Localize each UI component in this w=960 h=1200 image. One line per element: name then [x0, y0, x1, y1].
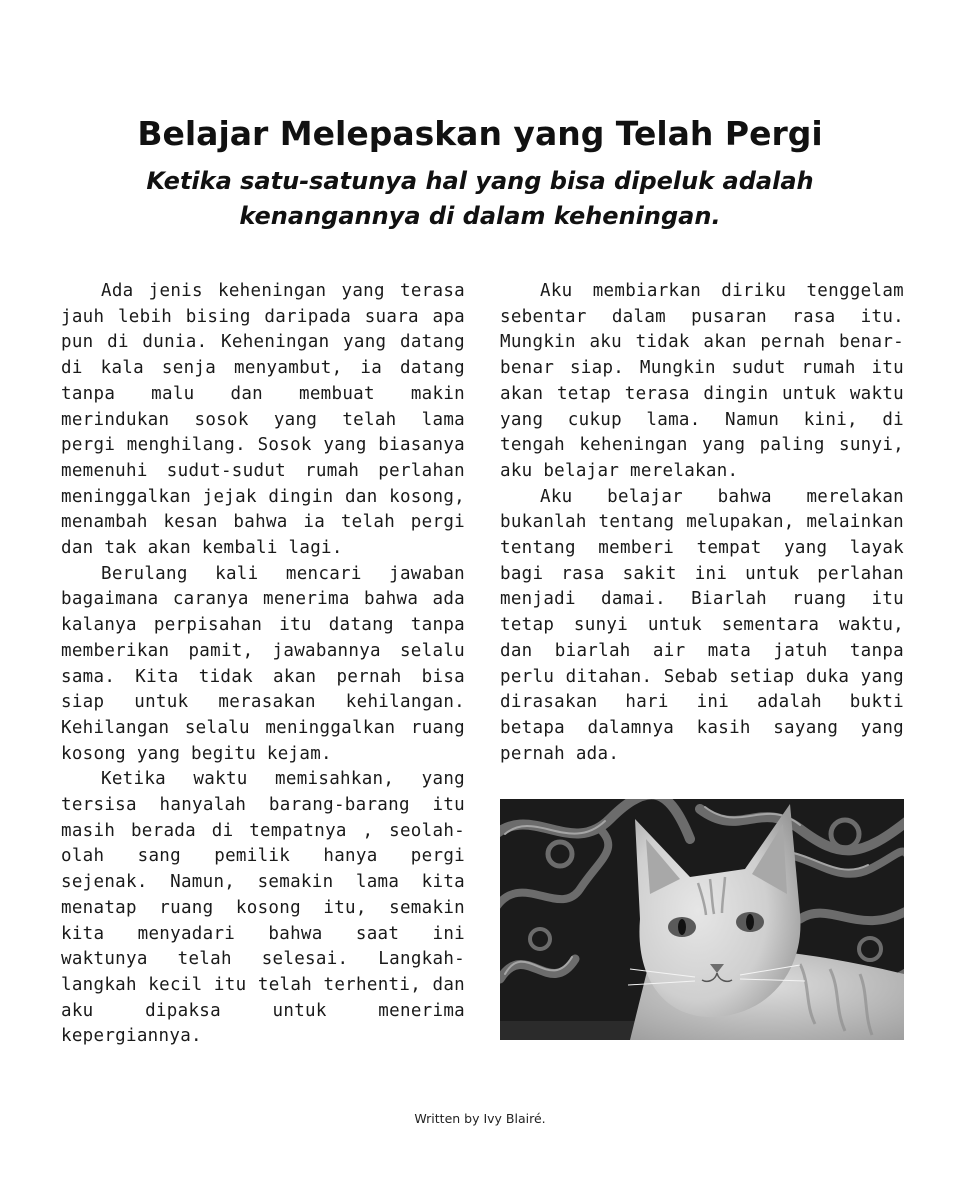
byline: Written by Ivy Blairé. [414, 1111, 546, 1126]
paragraph-3: Ketika waktu memisahkan, yang tersisa hanyalah barang-barang itu masih berada di tempatnya , seolah-olah sang pemilik hanya pergi sejenak. Namun, semakin lama kita menatap ruang kosong itu, semakin kita menyadari bahwa saat ini waktunya telah selesai. Langkah-langkah kecil itu telah terhenti, dan aku dipaksa untuk menerima kepergiannya. [61, 769, 465, 1047]
article-subtitle: Ketika satu-satunya hal yang bisa dipeluk adalah kenangannya di dalam keheningan. [146, 167, 814, 230]
left-column [61, 279, 465, 1050]
paragraph-4: Aku membiarkan diriku tenggelam sebentar dalam pusaran rasa itu. Mungkin aku tidak akan pernah benar-benar siap. Mungkin sudut rumah itu akan tetap terasa dingin untuk waktu yang cukup lama. Namun kini, di tengah keheningan yang paling sunyi, aku belajar merelakan. [500, 281, 904, 481]
paragraph-2: Berulang kali mencari jawaban bagaimana caranya menerima bahwa ada kalanya perpisahan itu datang tanpa memberikan pamit, jawabannya selalu sama. Kita tidak akan pernah bisa siap untuk merasakan kehilangan. Kehilangan selalu meninggalkan ruang kosong yang begitu kejam. [61, 563, 465, 764]
cat-photo [500, 799, 904, 1040]
right-column [500, 279, 904, 767]
article-title: Belajar Melepaskan yang Telah Pergi [137, 114, 823, 153]
paragraph-1: Ada jenis keheningan yang terasa jauh lebih bising daripada suara apa pun di dunia. Keheningan yang datang di kala senja menyambut, ia datang tanpa malu dan membuat makin merindukan sosok yang telah lama pergi menghilang. Sosok yang biasanya memenuhi sudut-sudut rumah perlahan meninggalkan jejak dingin dan kosong, menambah kesan bahwa ia telah pergi dan tak akan kembali lagi. [61, 281, 465, 559]
paragraph-5: Aku belajar bahwa merelakan bukanlah tentang melupakan, melainkan tentang memberi tempat yang layak bagi rasa sakit ini untuk perlahan menjadi damai. Biarlah ruang itu tetap sunyi untuk sementara waktu, dan biarlah air mata jatuh tanpa perlu ditahan. Sebab setiap duka yang dirasakan hari ini adalah bukti betapa dalamnya kasih sayang yang pernah ada. [500, 486, 904, 764]
